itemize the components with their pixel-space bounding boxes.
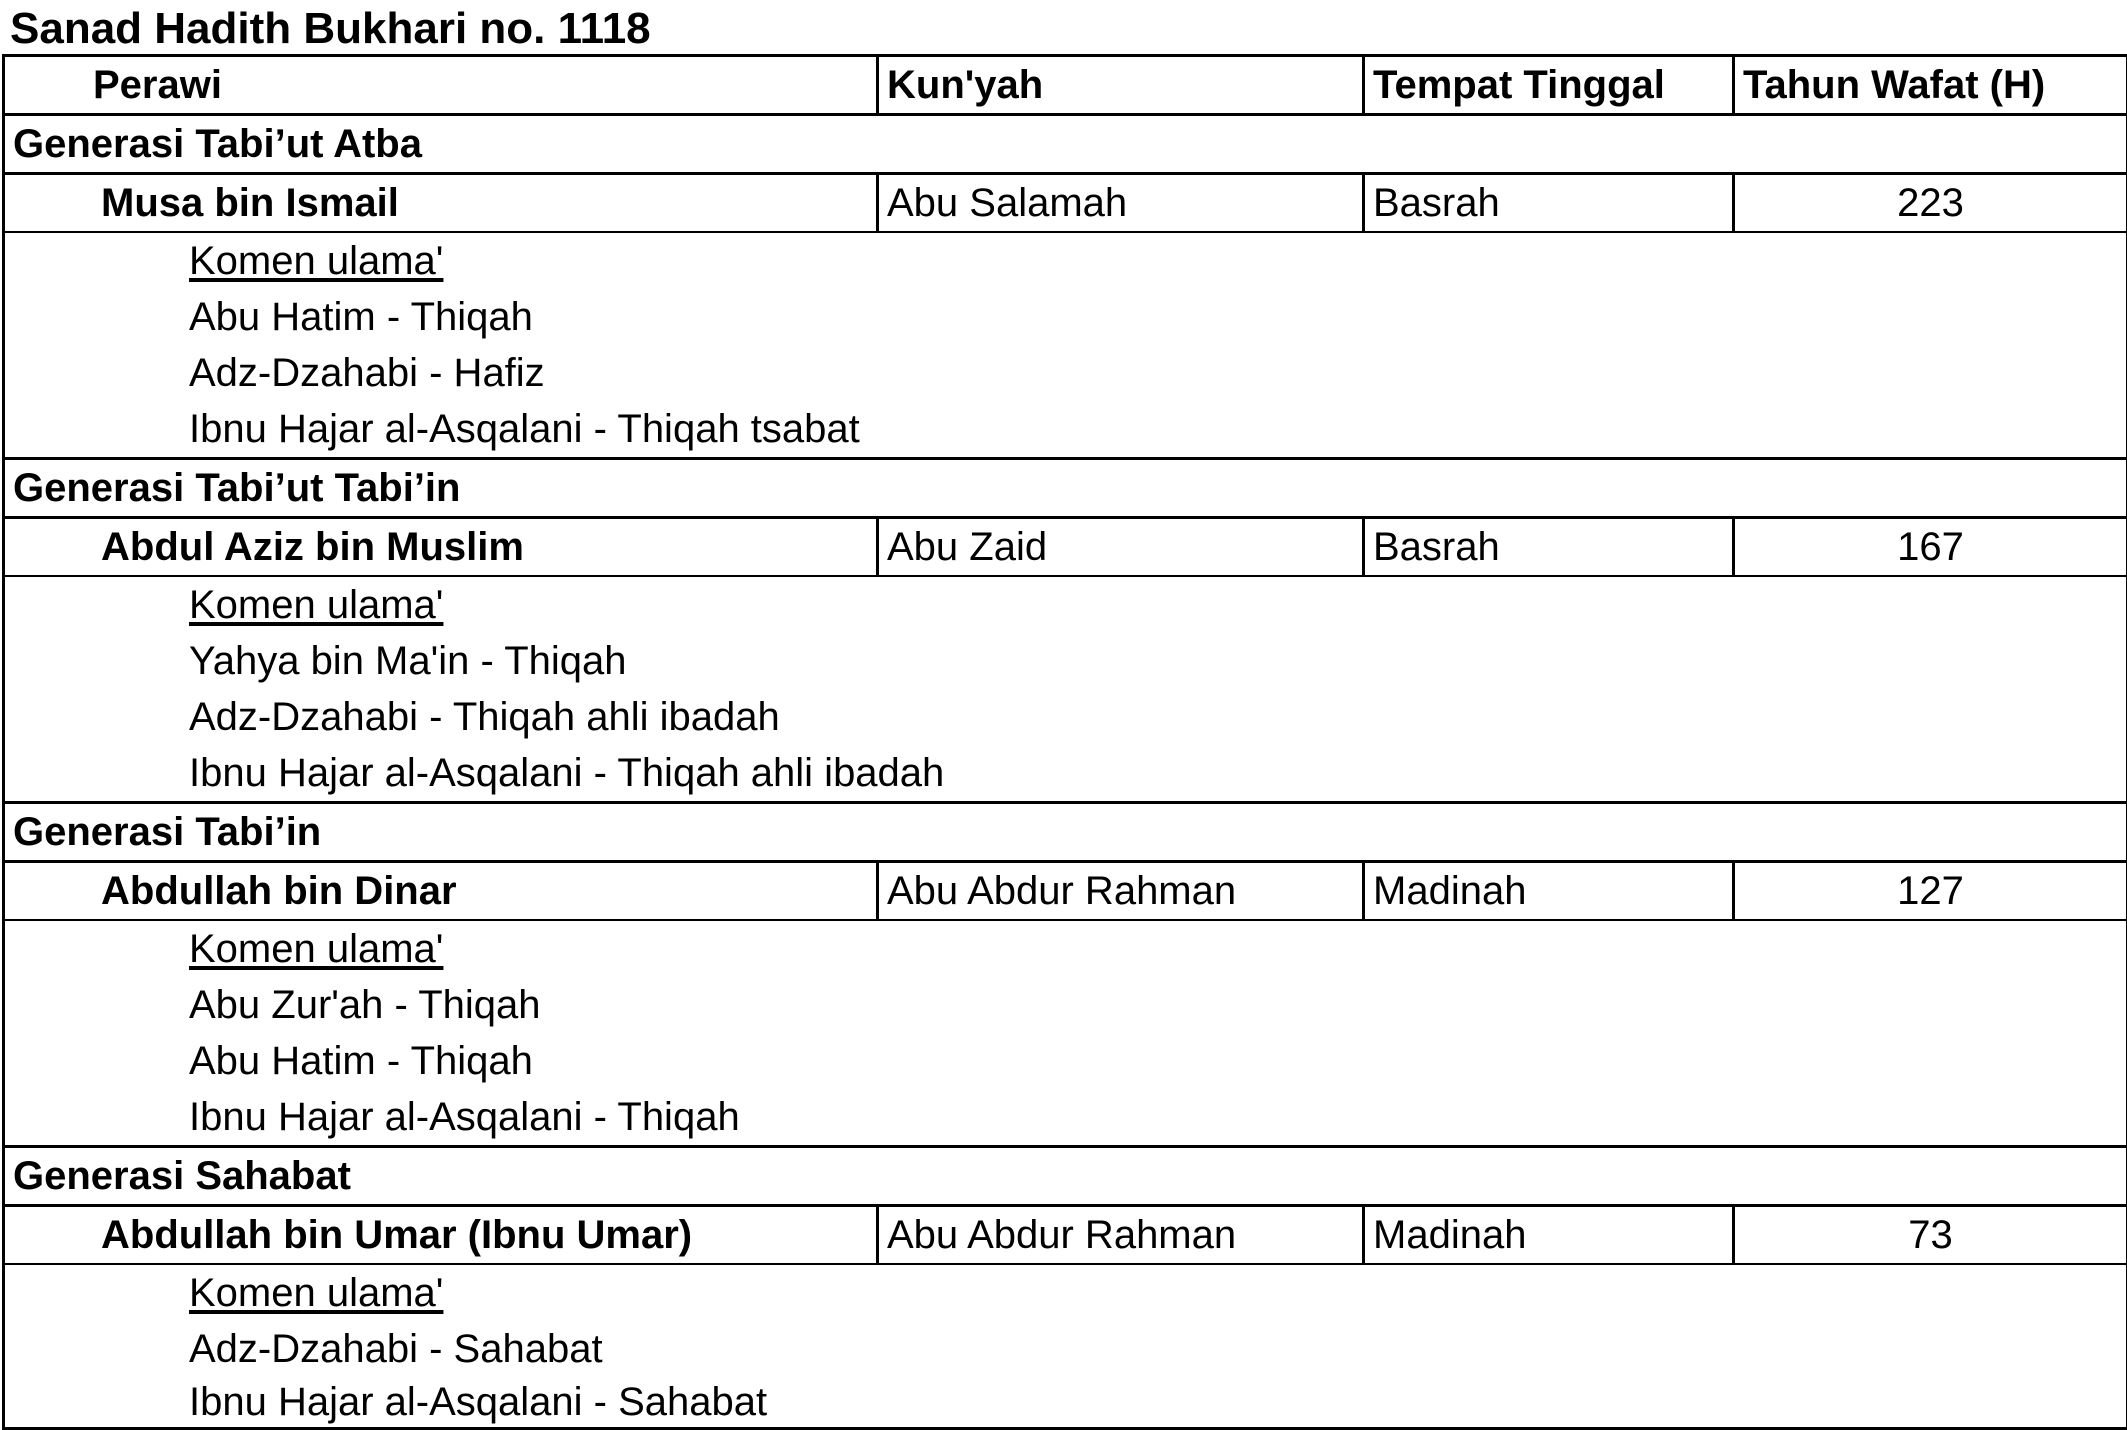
- column-header-perawi: Perawi: [4, 56, 878, 115]
- narrator-tahun-wafat: 73: [1734, 1206, 2127, 1265]
- comments-heading: Komen ulama': [189, 233, 2126, 289]
- header-row: [4, 56, 2127, 115]
- sanad-table: [2, 54, 2127, 1430]
- narrator-kunyah: Abu Salamah: [878, 174, 1364, 233]
- column-header-kunyah: Kun'yah: [878, 56, 1364, 115]
- column-header-tempat-tinggal: Tempat Tinggal: [1364, 56, 1734, 115]
- column-header-tahun-wafat: Tahun Wafat (H): [1734, 56, 2127, 115]
- generation-label: Generasi Tabi’in: [4, 803, 2127, 862]
- scholar-comment: Ibnu Hajar al-Asqalani - Thiqah: [189, 1089, 2126, 1145]
- comments-row: [4, 576, 2127, 803]
- comments-heading: Komen ulama': [189, 921, 2126, 977]
- narrator-kunyah: Abu Zaid: [878, 518, 1364, 577]
- generation-row: [4, 459, 2127, 518]
- narrator-row: [4, 862, 2127, 921]
- scholar-comment: Ibnu Hajar al-Asqalani - Thiqah ahli ibadah: [189, 745, 2126, 801]
- sanad-table-body: [4, 56, 2127, 1429]
- scholar-comment: Adz-Dzahabi - Hafiz: [189, 345, 2126, 401]
- comments-row: [4, 920, 2127, 1147]
- comments-cell: [4, 576, 2127, 803]
- scholar-comment: Abu Hatim - Thiqah: [189, 289, 2126, 345]
- narrator-row: [4, 518, 2127, 577]
- scholar-comment: Abu Hatim - Thiqah: [189, 1033, 2126, 1089]
- narrator-kunyah: Abu Abdur Rahman: [878, 1206, 1364, 1265]
- narrator-tahun-wafat: 223: [1734, 174, 2127, 233]
- scholar-comment: Adz-Dzahabi - Thiqah ahli ibadah: [189, 689, 2126, 745]
- scholar-comment: Yahya bin Ma'in - Thiqah: [189, 633, 2126, 689]
- narrator-kunyah: Abu Abdur Rahman: [878, 862, 1364, 921]
- scholar-comment: Abu Zur'ah - Thiqah: [189, 977, 2126, 1033]
- comments-row: [4, 232, 2127, 459]
- generation-label: Generasi Sahabat: [4, 1147, 2127, 1206]
- narrator-name: Abdul Aziz bin Muslim: [4, 518, 878, 577]
- narrator-name: Abdullah bin Dinar: [4, 862, 878, 921]
- narrator-name: Abdullah bin Umar (Ibnu Umar): [4, 1206, 878, 1265]
- narrator-row: [4, 174, 2127, 233]
- page-title: Sanad Hadith Bukhari no. 1118: [10, 0, 651, 55]
- scholar-comment: Ibnu Hajar al-Asqalani - Sahabat: [189, 1377, 2126, 1427]
- comments-heading: Komen ulama': [189, 1265, 2126, 1321]
- generation-label: Generasi Tabi’ut Atba: [4, 115, 2127, 174]
- narrator-tahun-wafat: 127: [1734, 862, 2127, 921]
- scholar-comment: Adz-Dzahabi - Sahabat: [189, 1321, 2126, 1377]
- narrator-tempat-tinggal: Basrah: [1364, 174, 1734, 233]
- generation-row: [4, 803, 2127, 862]
- comments-row: [4, 1264, 2127, 1429]
- narrator-row: [4, 1206, 2127, 1265]
- comments-heading: Komen ulama': [189, 577, 2126, 633]
- narrator-tempat-tinggal: Madinah: [1364, 862, 1734, 921]
- generation-row: [4, 115, 2127, 174]
- scholar-comment: Ibnu Hajar al-Asqalani - Thiqah tsabat: [189, 401, 2126, 457]
- comments-cell: [4, 1264, 2127, 1429]
- narrator-tahun-wafat: 167: [1734, 518, 2127, 577]
- generation-row: [4, 1147, 2127, 1206]
- narrator-name: Musa bin Ismail: [4, 174, 878, 233]
- narrator-tempat-tinggal: Basrah: [1364, 518, 1734, 577]
- narrator-tempat-tinggal: Madinah: [1364, 1206, 1734, 1265]
- comments-cell: [4, 232, 2127, 459]
- generation-label: Generasi Tabi’ut Tabi’in: [4, 459, 2127, 518]
- comments-cell: [4, 920, 2127, 1147]
